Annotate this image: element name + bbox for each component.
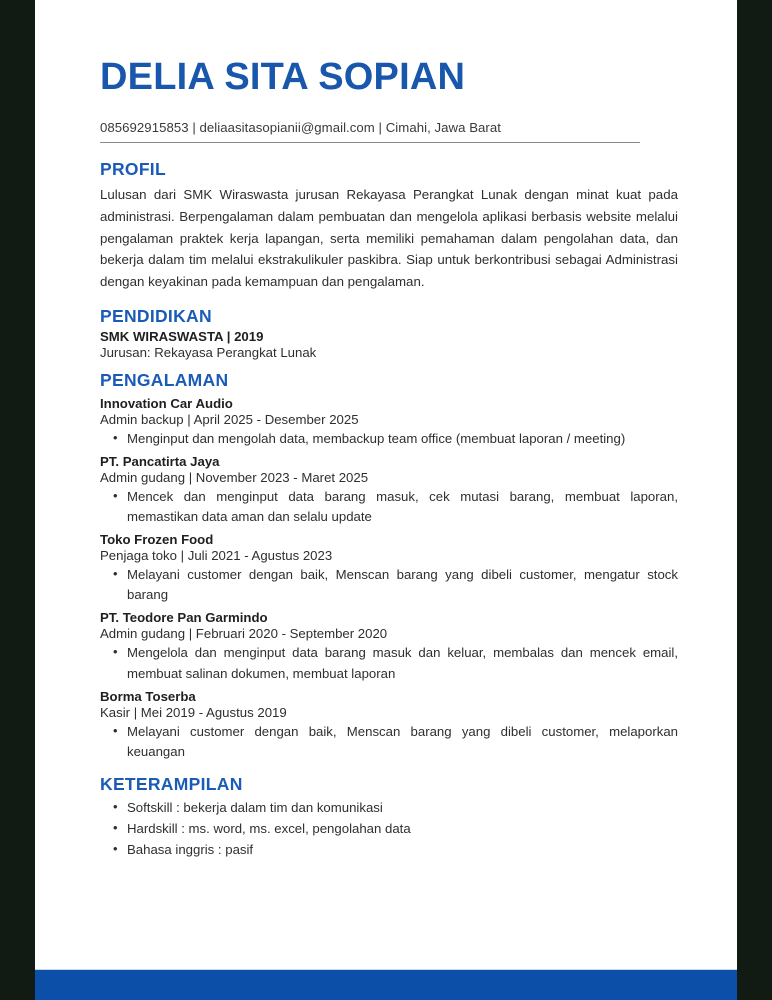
skill-item: • Softskill : bekerja dalam tim dan komunikasi (100, 797, 675, 818)
bottom-band-hairline (35, 969, 737, 970)
experience-company: PT. Pancatirta Jaya (100, 454, 220, 470)
section-pendidikan (100, 306, 675, 360)
device-frame-left (0, 0, 35, 1000)
experience-role-dates: Admin gudang | November 2023 - Maret 2025 (100, 470, 369, 486)
experience-role-dates: Admin gudang | Februari 2020 - September 2020 (100, 626, 388, 642)
experience-company: Innovation Car Audio (100, 396, 233, 412)
experience-role-dates: Admin backup | April 2025 - Desember 2025 (100, 412, 359, 428)
profil-body-text: Lulusan dari SMK Wiraswasta jurusan Rekayasa Perangkat Lunak dengan minat kuat pada administrasi. Berpengalaman dalam pembuatan dan mengelola aplikasi berbasis website melalui pengalaman praktek kerja lapangan, serta memiliki pemahaman dalam pengolahan data, dan bekerja dalam tim melalui ekstrakulikuler paskibra. Siap untuk berkontribusi sebagai Administrasi dengan keyakinan pada kemampuan dan pengalaman. (100, 187, 678, 289)
contact-line: 085692915853 | deliaasitasopianii@gmail.com | Cimahi, Jawa Barat (100, 119, 501, 135)
experience-company: PT. Teodore Pan Garmindo (100, 610, 268, 626)
section-pengalaman (100, 370, 678, 762)
experience-entry (100, 454, 678, 527)
device-frame-right (737, 0, 772, 1000)
experience-list (100, 396, 678, 762)
section-profil (100, 159, 678, 292)
experience-bullet-list (100, 643, 678, 683)
page-title: DELIA SITA SOPIAN (100, 56, 466, 98)
experience-bullet: • Melayani customer dengan baik, Menscan barang yang dibeli customer, mengatur stock barang (100, 565, 678, 605)
experience-role-dates: Kasir | Mei 2019 - Agustus 2019 (100, 704, 287, 720)
experience-entry (100, 532, 678, 605)
section-heading-pendidikan: PENDIDIKAN (100, 306, 212, 327)
experience-bullet-list (100, 429, 678, 449)
experience-bullet-list (100, 722, 678, 762)
experience-bullet: • Melayani customer dengan baik, Menscan barang yang dibeli customer, melaporkan keuangan (100, 722, 678, 762)
experience-bullet: • Mengelola dan menginput data barang masuk dan keluar, membalas dan mencek email, membuat salinan dokumen, membuat laporan (100, 643, 678, 683)
education-school: SMK WIRASWASTA | 2019 (100, 329, 264, 345)
education-major: Jurusan: Rekayasa Perangkat Lunak (100, 345, 317, 361)
resume-page (35, 0, 737, 1000)
section-heading-pengalaman: PENGALAMAN (100, 370, 229, 391)
experience-bullet-list (100, 487, 678, 527)
experience-bullet: • Mencek dan menginput data barang masuk, cek mutasi barang, membuat laporan, memastikan data aman dan selalu update (100, 487, 678, 527)
experience-company: Toko Frozen Food (100, 532, 214, 548)
experience-entry (100, 396, 675, 449)
experience-entry (100, 688, 678, 762)
skills-list (100, 797, 675, 861)
experience-bullet: • Menginput dan mengolah data, membackup team office (membuat laporan / meeting) (100, 429, 678, 449)
bottom-accent-band (35, 970, 737, 1000)
skill-item: • Hardskill : ms. word, ms. excel, pengolahan data (100, 818, 675, 839)
section-heading-profil: PROFIL (100, 159, 166, 180)
experience-entry (100, 610, 678, 683)
experience-role-dates: Penjaga toko | Juli 2021 - Agustus 2023 (100, 548, 333, 564)
skill-item: • Bahasa inggris : pasif (100, 839, 675, 860)
header-divider (100, 142, 640, 144)
experience-bullet-list (100, 565, 678, 605)
section-heading-keterampilan: KETERAMPILAN (100, 773, 243, 794)
section-keterampilan (100, 774, 675, 861)
experience-company: Borma Toserba (100, 688, 196, 704)
